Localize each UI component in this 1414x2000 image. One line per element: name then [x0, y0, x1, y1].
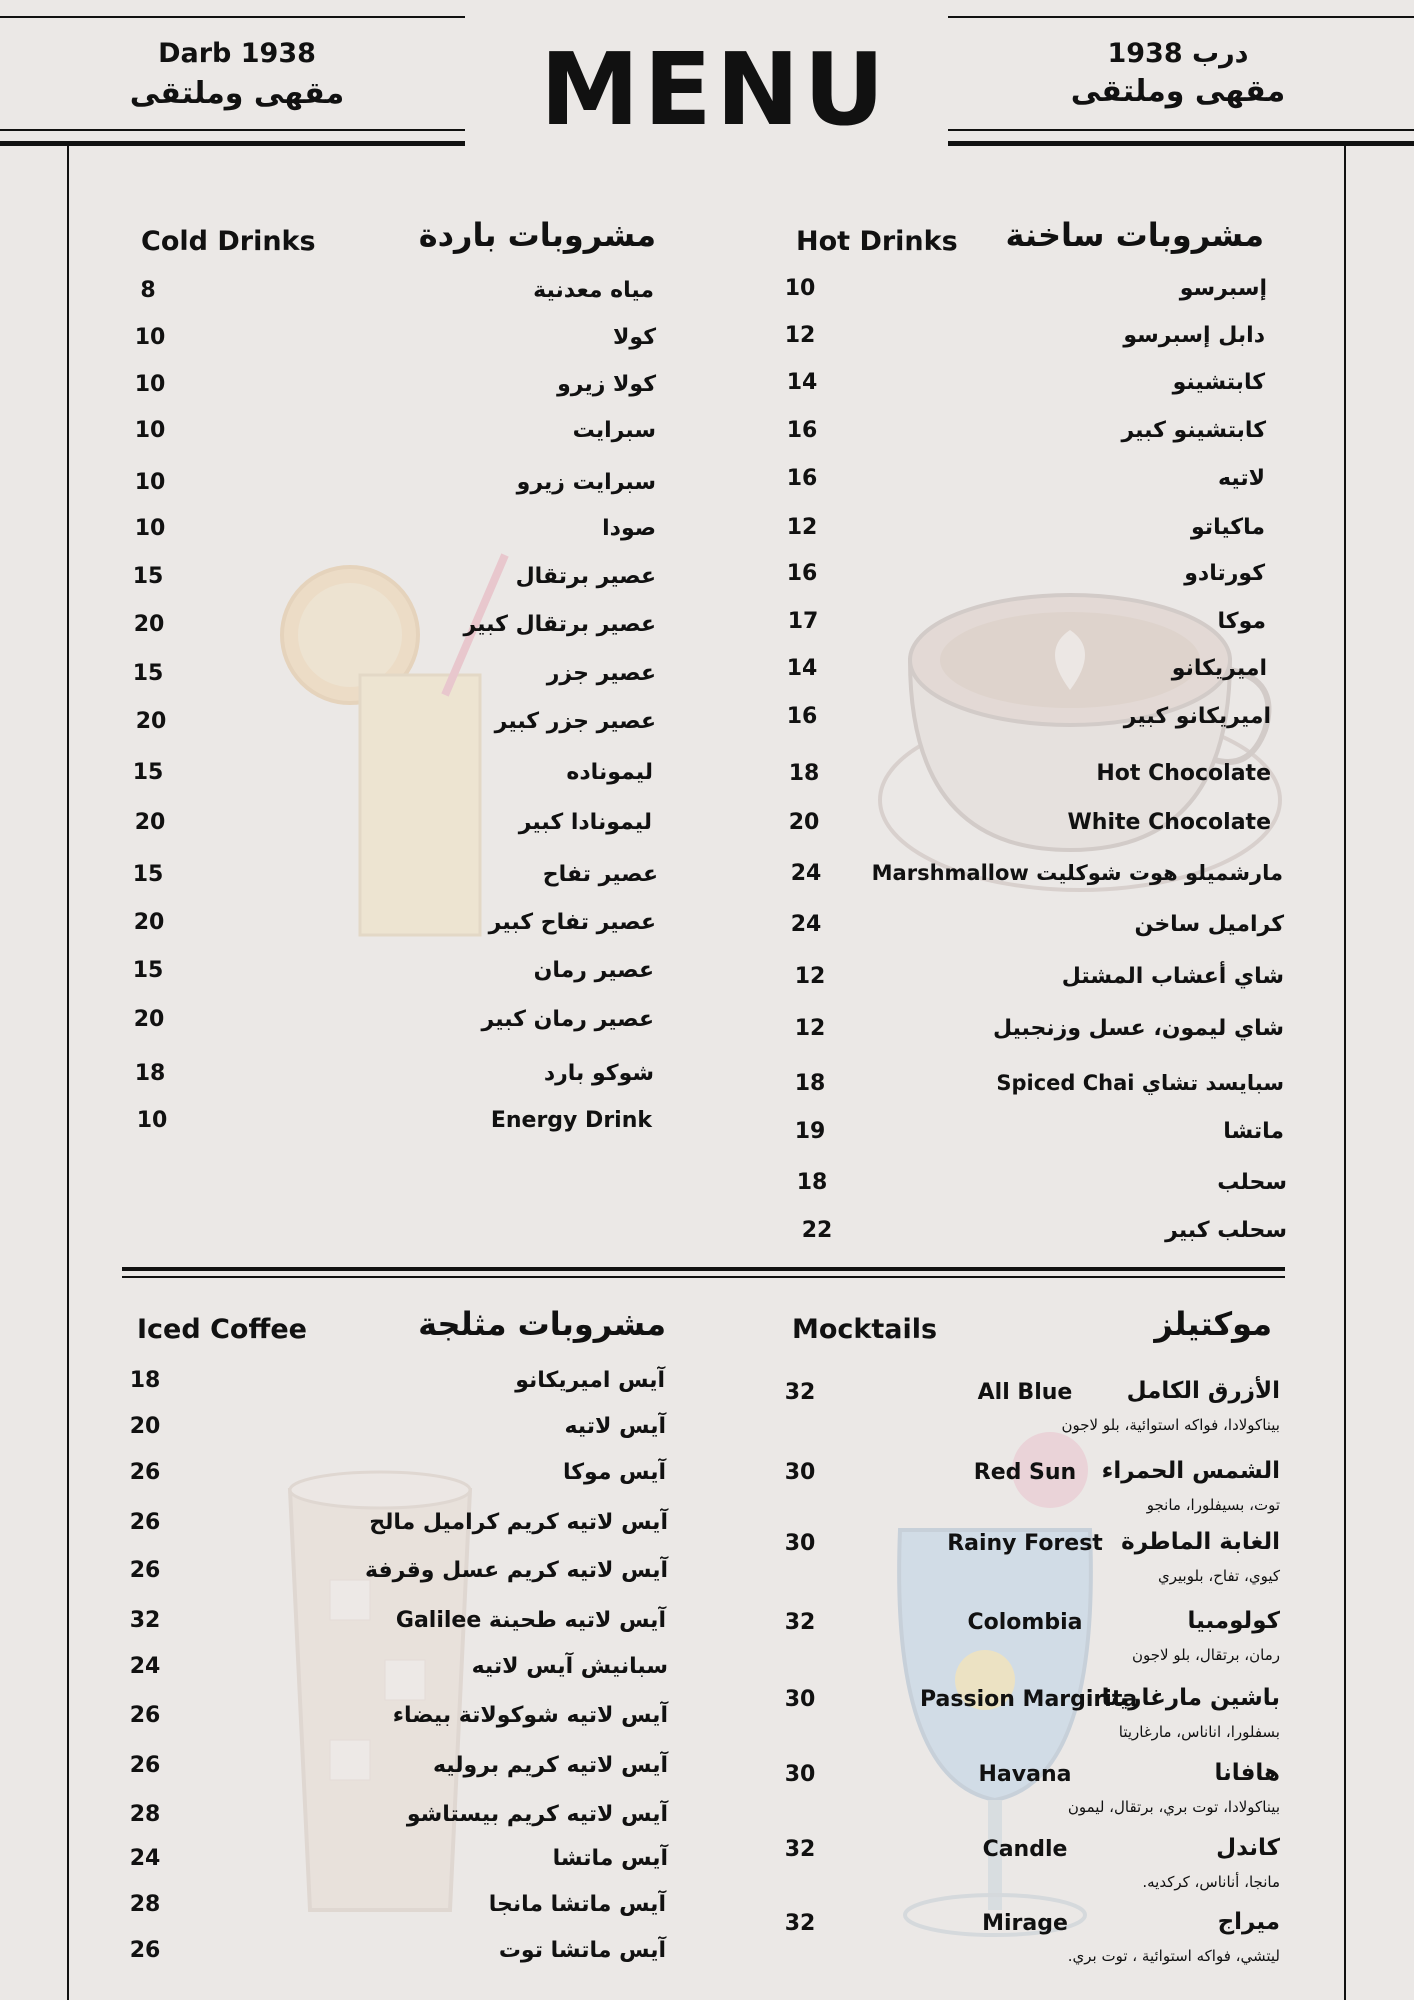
mocktail-item [780, 1835, 1280, 1905]
item-price: 15 [132, 564, 164, 589]
cold-drinks-title-en: Cold Drinks [141, 226, 316, 257]
item-price: 30 [784, 1762, 816, 1787]
mocktail-item [780, 1608, 1280, 1678]
item-price: 15 [132, 760, 164, 785]
item-price: 14 [786, 370, 818, 395]
item-name: كورتادو [1184, 561, 1265, 586]
item-name: آيس لاتيه كريم بروليه [432, 1753, 668, 1778]
item-price: 20 [133, 1007, 165, 1032]
menu-item [123, 564, 656, 604]
item-name: آيس ماتشا [552, 1846, 668, 1871]
item-name: Energy Drink [490, 1108, 652, 1133]
mocktail-item [780, 1529, 1280, 1599]
item-price: 15 [132, 958, 164, 983]
menu-item [792, 1218, 1287, 1258]
item-description: بيناكولادا، فواكه استوائية، بلو لاجون [1061, 1416, 1280, 1434]
item-price: 28 [129, 1892, 161, 1917]
menu-item [125, 1061, 654, 1101]
item-name: عصير تفاح [542, 862, 658, 887]
item-price: 26 [129, 1510, 161, 1535]
item-name: ليمونادا كبير [518, 810, 652, 835]
item-price: 30 [784, 1531, 816, 1556]
section-divider-thin [122, 1276, 1285, 1278]
item-price: 24 [790, 912, 822, 937]
item-price: 18 [134, 1061, 166, 1086]
item-price: 10 [134, 325, 166, 350]
item-name: Hot Chocolate [1096, 761, 1271, 786]
item-name: سبايسد تشاي Spiced Chai [996, 1071, 1284, 1095]
item-price: 24 [129, 1846, 161, 1871]
mocktail-item [780, 1458, 1280, 1528]
item-price: 16 [786, 466, 818, 491]
item-name: شاي ليمون، عسل وزنجبيل [992, 1016, 1284, 1041]
menu-item [125, 325, 656, 365]
item-price: 16 [786, 418, 818, 443]
item-description: مانجا، أناناس، كركديه. [1142, 1873, 1280, 1891]
item-price: 24 [129, 1654, 161, 1679]
item-name-en: Havana [978, 1762, 1072, 1787]
item-name: آيس لاتيه طحينة Galilee [395, 1608, 666, 1633]
item-name: عصير جزر كبير [494, 709, 656, 734]
item-price: 16 [786, 561, 818, 586]
item-description: توت، بسيفلورا، مانجو [1146, 1496, 1280, 1514]
item-price: 17 [787, 609, 819, 634]
header-line-left-bottom [0, 141, 465, 146]
menu-item [785, 1071, 1284, 1111]
item-price: 10 [784, 276, 816, 301]
menu-item [125, 516, 656, 556]
item-name-ar: كاندل [1216, 1835, 1280, 1861]
menu-item [777, 561, 1265, 601]
item-name-en: All Blue [977, 1380, 1073, 1405]
item-price: 12 [784, 323, 816, 348]
item-price: 20 [135, 709, 167, 734]
item-name: صودا [602, 516, 656, 541]
header-line-left-top [0, 16, 465, 18]
item-name: عصير رمان [533, 958, 654, 983]
item-name: مياه معدنية [533, 278, 654, 303]
menu-item [785, 1119, 1284, 1159]
item-name-en: Red Sun [973, 1460, 1077, 1485]
menu-item [781, 861, 1283, 901]
item-name: عصير برتقال كبير [463, 612, 656, 637]
item-price: 26 [129, 1703, 161, 1728]
menu-item [120, 1460, 666, 1500]
item-price: 18 [794, 1071, 826, 1096]
menu-item [120, 1654, 668, 1694]
item-price: 18 [129, 1368, 161, 1393]
item-price: 32 [784, 1610, 816, 1635]
item-price: 20 [134, 810, 166, 835]
menu-item [120, 1938, 666, 1978]
item-price: 16 [786, 704, 818, 729]
item-name-ar: الشمس الحمراء [1101, 1458, 1280, 1484]
item-price: 15 [132, 661, 164, 686]
item-name: سبرايت زيرو [516, 470, 656, 495]
brand-name-ar: درب 1938 [1107, 38, 1249, 69]
item-description: كيوي، تفاح، بلوبيري [1158, 1567, 1280, 1585]
item-name: ليموناده [566, 760, 653, 785]
item-name: عصير برتقال [515, 564, 656, 589]
item-name: كابتشينو كبير [1121, 418, 1266, 443]
item-name: سبانيش آيس لاتيه [471, 1654, 668, 1679]
item-name: شاي أعشاب المشتل [1061, 964, 1284, 989]
item-price: 12 [786, 515, 818, 540]
frame-right-line [1344, 146, 1346, 2000]
menu-item [123, 278, 654, 318]
item-price: 30 [784, 1460, 816, 1485]
item-description: ليتشي، فواكه استوائية ، توت بري. [1067, 1947, 1280, 1965]
item-name: آيس موكا [562, 1460, 666, 1485]
item-name: مارشميلو هوت شوكليت Marshmallow [871, 861, 1283, 885]
menu-item [125, 810, 652, 850]
item-name: آيس لاتيه شوكولاتة بيضاء [392, 1703, 668, 1728]
item-price: 20 [788, 810, 820, 835]
item-price: 12 [794, 964, 826, 989]
menu-item [120, 1368, 665, 1408]
menu-item [777, 704, 1271, 744]
item-price: 15 [132, 862, 164, 887]
item-price: 20 [133, 612, 165, 637]
menu-item [778, 609, 1266, 649]
menu-item [777, 370, 1265, 410]
item-name: كراميل ساخن [1134, 912, 1284, 937]
mocktails-title-en: Mocktails [792, 1314, 938, 1345]
menu-item [777, 656, 1267, 696]
menu-item [120, 1846, 668, 1886]
menu-item [120, 1510, 668, 1550]
item-price: 32 [129, 1608, 161, 1633]
menu-item [785, 1016, 1284, 1056]
item-name-ar: باشين مارغاريتا [1101, 1685, 1280, 1711]
menu-item [120, 1608, 666, 1648]
menu-title: MENU [540, 31, 889, 148]
item-price: 18 [788, 761, 820, 786]
menu-item [779, 761, 1271, 801]
header-line-right-mid [948, 129, 1414, 131]
item-name-en: Mirage [982, 1911, 1068, 1936]
menu-item [124, 1007, 654, 1047]
hot-drinks-title-ar: مشروبات ساخنة [1005, 216, 1264, 254]
item-name: آيس اميريكانو [515, 1368, 665, 1393]
brand-tagline-ar-right: مقهى وملتقى [1070, 74, 1286, 109]
item-price: 22 [801, 1218, 833, 1243]
item-name-en: Passion Margirita [920, 1687, 1138, 1712]
mocktail-item [780, 1685, 1280, 1755]
menu-item [123, 661, 656, 701]
menu-item [777, 515, 1265, 555]
menu-item [775, 323, 1265, 363]
item-price: 30 [784, 1687, 816, 1712]
item-name: ماتشا [1223, 1119, 1284, 1144]
item-name: White Chocolate [1067, 810, 1271, 835]
menu-item [120, 1802, 668, 1842]
cold-drinks-title-ar: مشروبات باردة [418, 216, 656, 254]
item-description: بسفلورا، اناناس، مارغاريتا [1118, 1723, 1280, 1741]
item-name: آيس ماتشا توت [498, 1938, 666, 1963]
item-name: آيس لاتيه كريم كراميل مالح [369, 1510, 668, 1535]
menu-item [777, 418, 1266, 458]
item-name-ar: الأزرق الكامل [1126, 1378, 1280, 1404]
menu-item [777, 466, 1265, 506]
menu-item [785, 964, 1284, 1004]
item-price: 10 [134, 470, 166, 495]
item-name: ماكياتو [1191, 515, 1265, 540]
brand-name-en: Darb 1938 [158, 38, 316, 69]
menu-item [779, 810, 1271, 850]
item-name-ar: هافانا [1214, 1760, 1280, 1786]
item-name: آيس ماتشا مانجا [488, 1892, 666, 1917]
brand-tagline-ar-left: مقهى وملتقى [129, 76, 345, 111]
item-name: سحلب [1217, 1170, 1287, 1195]
item-name: كابتشينو [1172, 370, 1265, 395]
item-description: رمان، برتقال، بلو لاجون [1131, 1646, 1280, 1664]
frame-left-line [67, 146, 69, 2000]
item-name: آيس لاتيه كريم بيستاشو [406, 1802, 668, 1827]
section-divider-thick [122, 1267, 1285, 1271]
menu-item [123, 958, 654, 998]
menu-item [120, 1892, 666, 1932]
item-name: آيس لاتيه [564, 1414, 666, 1439]
item-name: اميريكانو كبير [1123, 704, 1271, 729]
item-description: بيناكولادا، توت بري، برتقال، ليمون [1067, 1798, 1280, 1816]
item-price: 20 [129, 1414, 161, 1439]
item-name: كولا زيرو [557, 372, 656, 397]
item-price: 26 [129, 1460, 161, 1485]
menu-item [123, 862, 658, 902]
item-price: 10 [136, 1108, 168, 1133]
menu-item [787, 1170, 1287, 1210]
item-price: 18 [796, 1170, 828, 1195]
menu-item [125, 470, 656, 510]
menu-item [126, 709, 656, 749]
iced-coffee-title-en: Iced Coffee [137, 1314, 307, 1345]
item-name: لاتيه [1218, 466, 1265, 491]
item-price: 28 [129, 1802, 161, 1827]
item-price: 32 [784, 1837, 816, 1862]
item-price: 26 [129, 1753, 161, 1778]
menu-item [120, 1703, 668, 1743]
mocktails-title-ar: موكتيلز [1154, 1305, 1272, 1343]
menu-item [127, 1108, 652, 1148]
menu-item [123, 760, 653, 800]
item-name-en: Rainy Forest [947, 1531, 1103, 1556]
menu-item [781, 912, 1284, 952]
item-name: موكا [1217, 609, 1266, 634]
item-name: إسبرسو [1179, 276, 1267, 301]
item-price: 26 [129, 1558, 161, 1583]
item-price: 12 [794, 1016, 826, 1041]
header-line-right-top [948, 16, 1414, 18]
item-price: 20 [133, 910, 165, 935]
item-name: سحلب كبير [1165, 1218, 1287, 1243]
item-price: 10 [134, 372, 166, 397]
mocktail-item [780, 1909, 1280, 1979]
menu-item [125, 418, 656, 458]
menu-item [120, 1558, 668, 1598]
item-name: سبرايت [572, 418, 656, 443]
item-name-en: Candle [982, 1837, 1068, 1862]
item-price: 10 [134, 516, 166, 541]
menu-item [120, 1414, 666, 1454]
menu-item [125, 372, 656, 412]
item-price: 14 [786, 656, 818, 681]
item-name: كولا [613, 325, 656, 350]
item-name: آيس لاتيه كريم عسل وقرفة [364, 1558, 668, 1583]
menu-item [775, 276, 1267, 316]
hot-drinks-title-en: Hot Drinks [796, 226, 958, 257]
item-name: عصير تفاح كبير [488, 910, 656, 935]
menu-item [120, 1753, 668, 1793]
item-name-ar: كولومبيا [1187, 1608, 1280, 1634]
item-price: 24 [790, 861, 822, 886]
item-price: 19 [794, 1119, 826, 1144]
mocktail-item [780, 1760, 1280, 1830]
item-name: شوكو بارد [543, 1061, 654, 1086]
iced-coffee-title-ar: مشروبات مثلجة [418, 1305, 666, 1343]
item-name: اميريكانو [1171, 656, 1267, 681]
mocktail-item [780, 1378, 1280, 1448]
item-name-ar: الغابة الماطرة [1121, 1529, 1280, 1555]
item-name: عصير رمان كبير [481, 1007, 654, 1032]
item-name-ar: ميراج [1217, 1909, 1280, 1935]
item-price: 32 [784, 1380, 816, 1405]
item-name: عصير جزر [546, 661, 656, 686]
menu-item [124, 910, 656, 950]
item-price: 32 [784, 1911, 816, 1936]
item-price: 10 [134, 418, 166, 443]
item-price: 26 [129, 1938, 161, 1963]
header-line-left-mid [0, 129, 465, 131]
item-name: دابل إسبرسو [1123, 323, 1265, 348]
item-price: 8 [140, 278, 156, 303]
menu-item [124, 612, 656, 652]
item-name-en: Colombia [967, 1610, 1083, 1635]
